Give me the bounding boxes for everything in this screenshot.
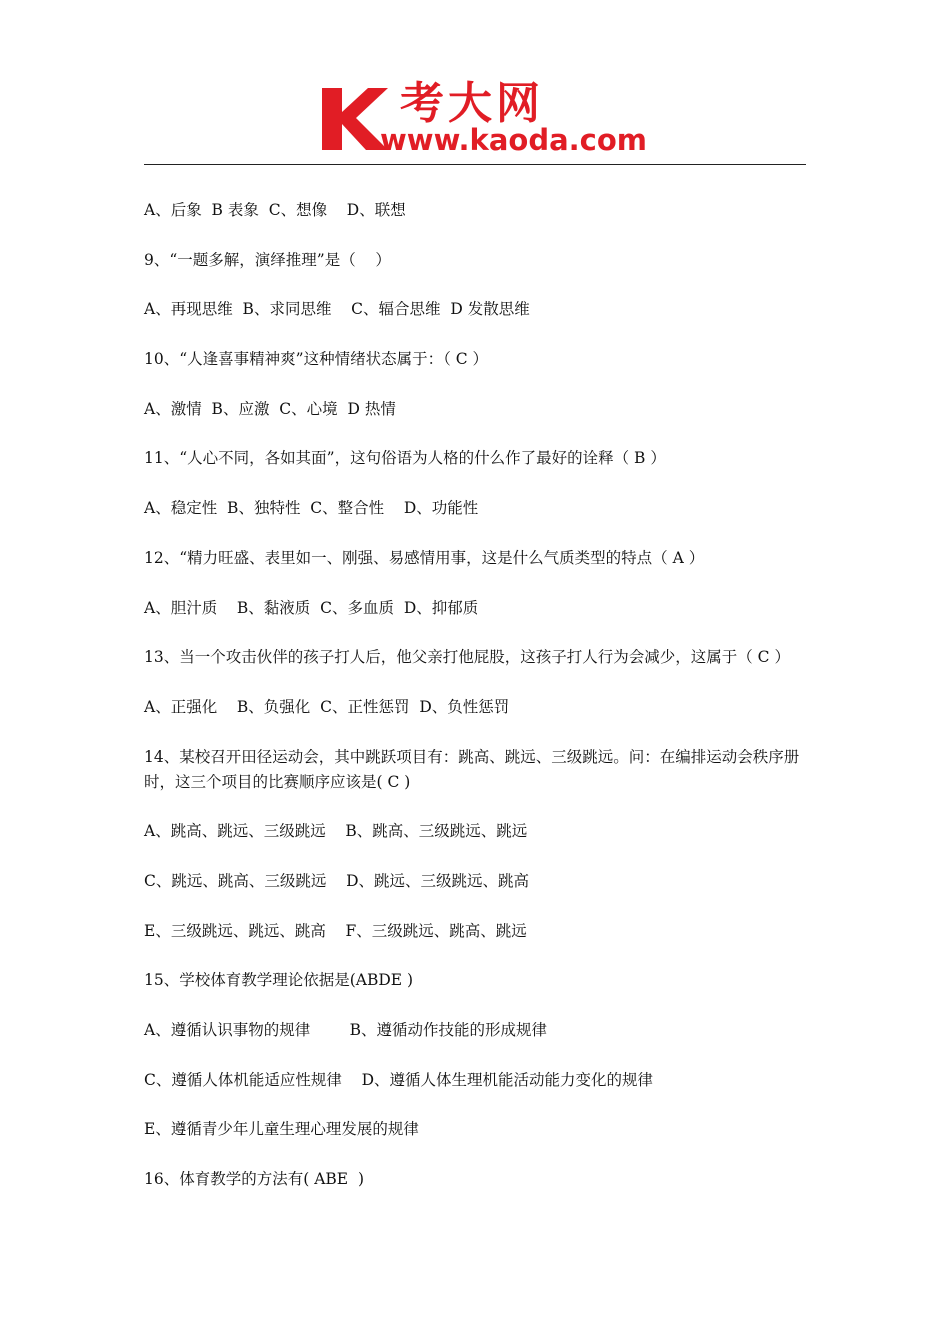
option-line: A、激情 B、应激 C、心境 D 热情 (144, 399, 396, 418)
option-line: A、后象 B 表象 C、想像 D、联想 (144, 201, 406, 219)
question-9: 9、“一题多解，演绎推理”是（ ） (144, 250, 391, 269)
logo-chinese-text: 考大网 (400, 78, 544, 129)
option-line: E、遵循青少年儿童生理心理发展的规律 (144, 1120, 419, 1139)
option-line: A、再现思维 B、求同思维 C、辐合思维 D 发散思维 (144, 300, 530, 319)
question-13: 13、当一个攻击伙伴的孩子打人后，他父亲打他屁股，这孩子打人行为会减少，这属于（ C ） (144, 648, 790, 667)
question-11: 11、“人心不同，各如其面”，这句俗语为人格的什么作了最好的诠释（ B ） (144, 449, 666, 468)
logo-url-text: www.kaoda.com (380, 123, 647, 157)
option-line: C、遵循人体机能适应性规律 D、遵循人体生理机能活动能力变化的规律 (144, 1070, 653, 1089)
option-line: A、胆汁质 B、黏液质 C、多血质 D、抑郁质 (144, 598, 479, 617)
question-12: 12、“精力旺盛、表里如一、刚强、易感情用事，这是什么气质类型的特点（ A ） (144, 548, 705, 567)
option-line: A、正强化 B、负强化 C、正性惩罚 D、负性惩罚 (144, 697, 510, 716)
question-14: 14、某校召开田径运动会，其中跳跃项目有：跳高、跳远、三级跳远。问：在编排运动会秩序册时，这三个项目的比赛顺序应该是( C ) (144, 747, 800, 791)
question-15: 15、学校体育教学理论依据是(ABDE ) (144, 971, 414, 990)
kaoda-logo (318, 78, 647, 160)
header-divider (144, 164, 806, 165)
option-line: A、跳高、跳远、三级跳远 B、跳高、三级跳远、跳远 (144, 822, 528, 841)
option-line: C、跳远、跳高、三级跳远 D、跳远、三级跳远、跳高 (144, 871, 529, 890)
option-line: E、三级跳远、跳远、跳高 F、三级跳远、跳高、跳远 (144, 921, 527, 940)
document-body (144, 198, 808, 1217)
question-16: 16、体育教学的方法有( ABE ) (144, 1170, 364, 1189)
option-line: A、稳定性 B、独特性 C、整合性 D、功能性 (144, 499, 479, 518)
option-line: A、遵循认识事物的规律 B、遵循动作技能的形成规律 (144, 1021, 548, 1039)
question-10: 10、“人逢喜事精神爽”这种情绪状态属于：（ C ） (144, 350, 489, 369)
